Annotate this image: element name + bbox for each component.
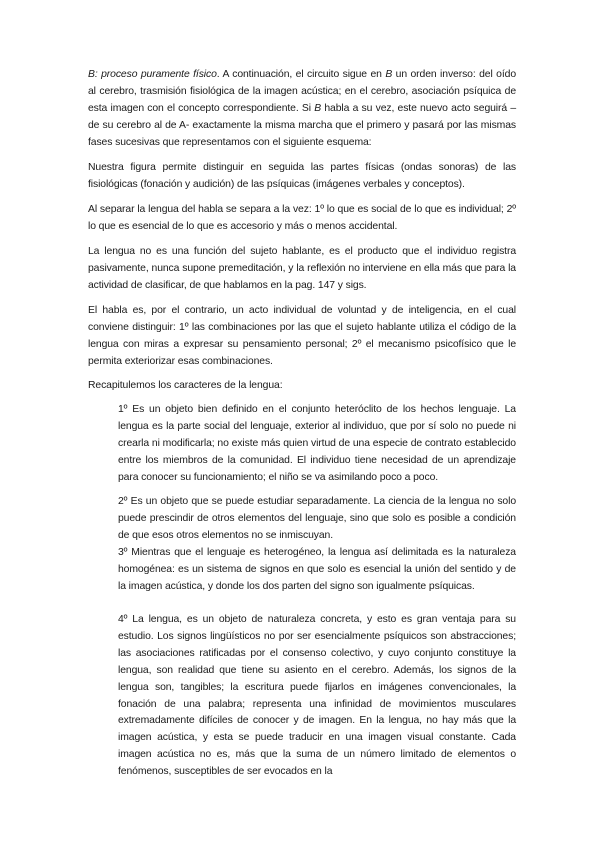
list-item-3: 3º Mientras que el lenguaje es heterogéneo, la lengua así delimitada es la naturaleza homogénea: es un sistema de signos en que solo es esencial la unión del sentido y de la imagen acústica, y donde los dos parten del signo son igualmente psíquicas. bbox=[118, 547, 516, 592]
paragraph-separation: Al separar la lengua del habla se separa a la vez: 1º lo que es social de lo que es individual; 2º lo que es esencial de lo que es accesorio y más o menos accidental. bbox=[88, 204, 516, 232]
paragraph-recap: Recapitulemos los caracteres de la lengua: bbox=[88, 380, 283, 391]
list-item-2: 2º Es un objeto que se puede estudiar separadamente. La ciencia de la lengua no solo puede prescindir de otros elementos del lenguaje, sino que solo es posible a condición de que esos otros elementos no se inmiscuyan. bbox=[118, 496, 516, 541]
list-item-4: 4º La lengua, es un objeto de naturaleza concreta, y esto es gran ventaja para su estudio. Los signos lingüísticos no por ser esencialmente psíquicos son abstracciones; las asociaciones ratificadas por el consenso colectivo, y cuyo conjunto constituye la lengua, son realidad que tiene su asiento en el cerebro. Además, los signos de la lengua son, tangibles; la escritura puede fijarlos en imágenes convencionales, la fonación de una palabra; representa una infinidad de movimientos musculares extremadamente difíciles de conocer y de imagen. En la lengua, no hay más que la imagen acústica, y esta se puede traducir en una imagen visual constante. Cada imagen acústica no es, más que la suma de un número limitado de elementos o fenómenos, susceptibles de ser evocados en la bbox=[118, 614, 516, 778]
list-item-1: 1º Es un objeto bien definido en el conjunto heteróclito de los hechos lenguaje. La lengua es la parte social del lenguaje, exterior al individuo, que por sí solo no puede ni crearla ni modificarla; no existe más quien virtud de una especie de contrato establecido entre los miembros de la comunidad. El individuo tiene necesidad de un aprendizaje para conocer su funcionamiento; el niño se va asimilando poco a poco. bbox=[118, 404, 516, 483]
paragraph-lengua: La lengua no es una función del sujeto hablante, es el producto que el individuo registra pasivamente, nunca supone premeditación, y la reflexión no interviene en ella más que para la actividad de clasificar, de que hablamos en la pag. 147 y sigs. bbox=[88, 246, 516, 291]
paragraph-habla: El habla es, por el contrario, un acto individual de voluntad y de inteligencia, en el cual conviene distinguir: 1º las combinaciones por las que el sujeto hablante utiliza el código de la lengua con miras a expresar su pensamiento personal; 2º el mecanismo psicofísico que le permita exteriorizar esas combinaciones. bbox=[88, 305, 516, 367]
paragraph-circuit: B: proceso puramente físico. A continuación, el circuito sigue en B un orden inverso: del oído al cerebro, trasmisión fisiológica de la imagen acústica; en el cerebro, asociación psíquica de esta imagen con el concepto correspondiente. Si B habla a su vez, este nuevo acto seguirá –de su cerebro al de A- exactamente la misma marcha que el primero y pasará por las mismas fases sucesivas que representamos con el siguiente esquema: bbox=[88, 69, 517, 148]
paragraph-figure: Nuestra figura permite distinguir en seguida las partes físicas (ondas sonoras) de las fisiológicas (fonación y audición) de las psíquicas (imágenes verbales y conceptos). bbox=[88, 162, 516, 190]
paragraph-lead-italic: B: proceso puramente físico bbox=[88, 69, 217, 80]
